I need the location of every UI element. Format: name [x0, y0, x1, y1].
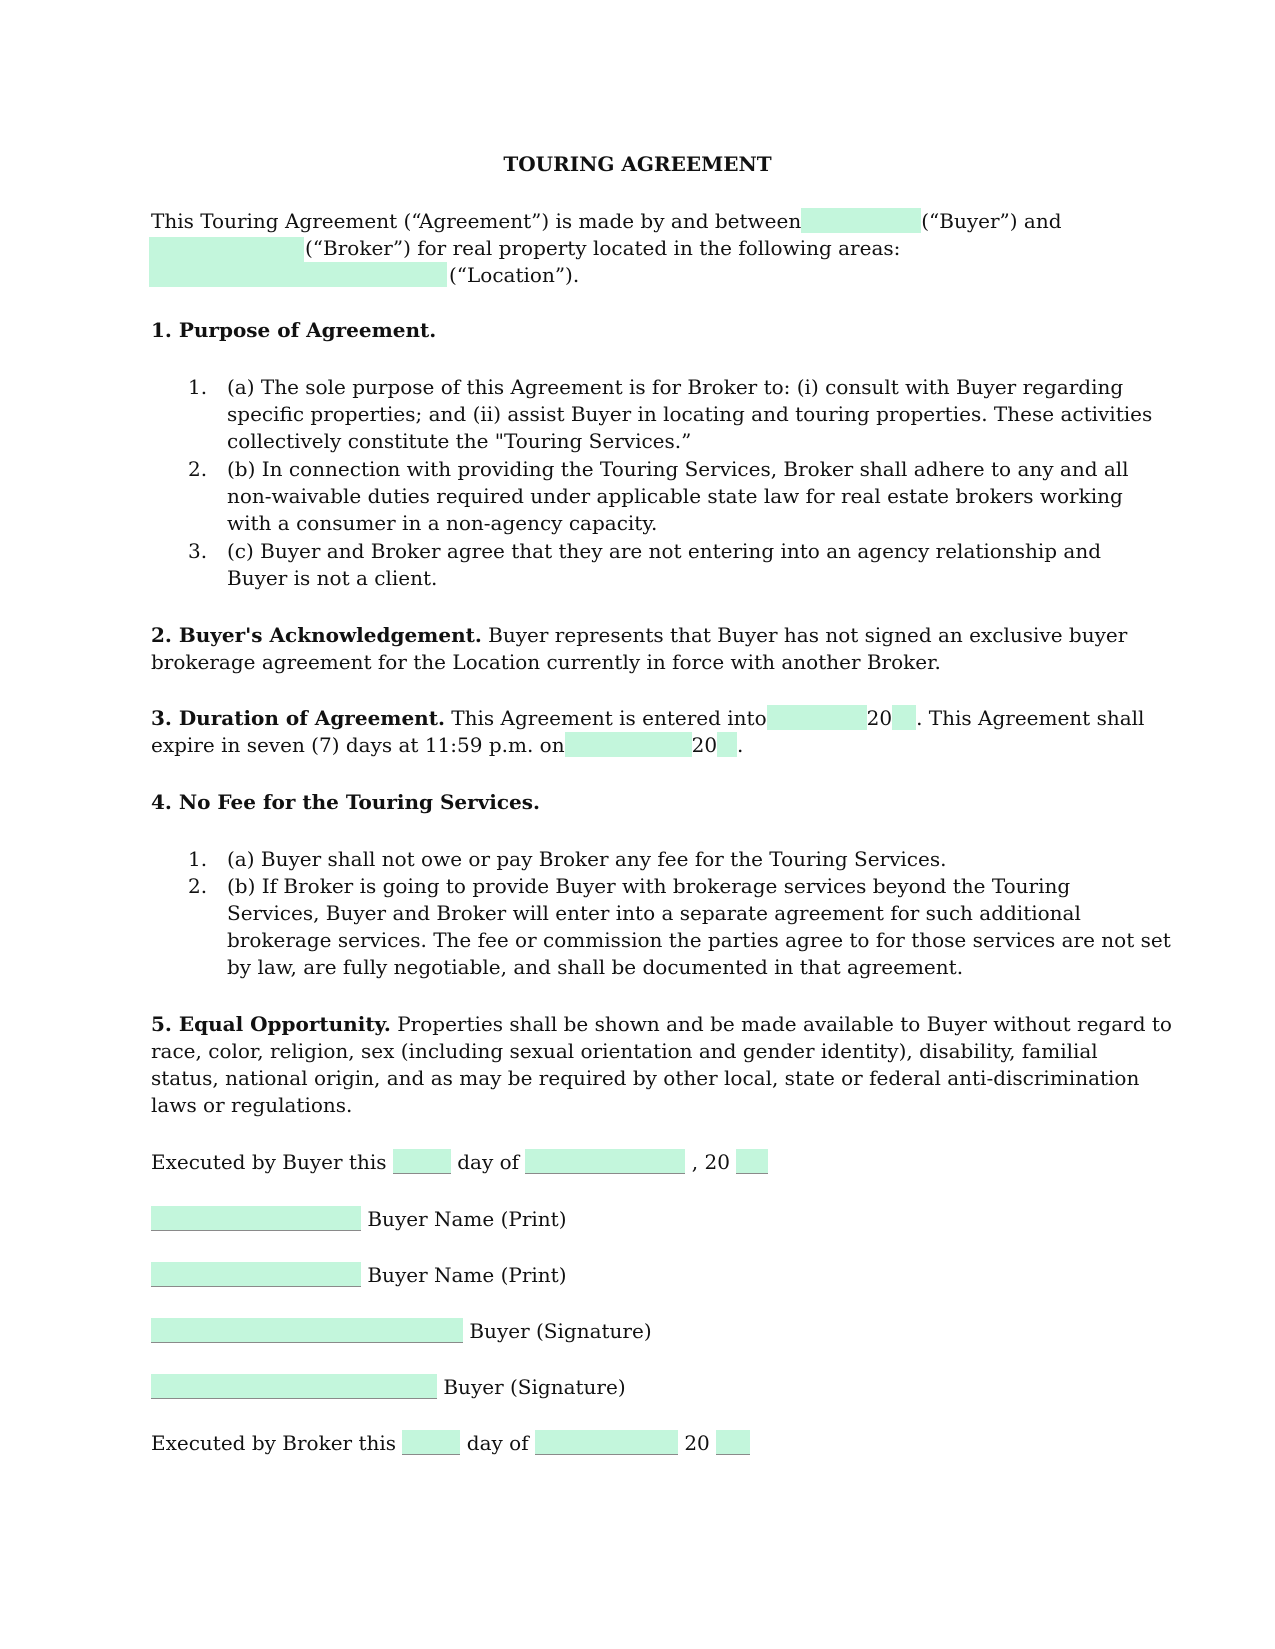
- section-2-line-2: brokerage agreement for the Location currently in force with another Broker.: [151, 650, 941, 674]
- list-item-text: Services, Buyer and Broker will enter into a separate agreement for such additional: [227, 901, 1081, 925]
- list-item-text: by law, are fully negotiable, and shall be documented in that agreement.: [227, 955, 964, 979]
- executed-by-buyer-line: [151, 1149, 768, 1176]
- year-prefix: 20: [866, 706, 893, 730]
- section-3-text-end: . This Agreement shall: [916, 706, 1145, 730]
- section-2-line-1: [151, 622, 1127, 649]
- buyer-signature-line-2: [151, 1374, 626, 1401]
- list-item-number: 1.: [188, 375, 208, 399]
- year-text: 20: [684, 1431, 710, 1455]
- section-5-line-4: laws or regulations.: [151, 1093, 353, 1117]
- buyer-signature-label-1: Buyer (Signature): [469, 1319, 652, 1343]
- buyer-name-print-line-1: [151, 1206, 567, 1233]
- list-item-text: specific properties; and (ii) assist Buyer in locating and touring properties. These activities: [227, 402, 1153, 426]
- list-item-text: non-waivable duties required under applicable state law for real estate brokers working: [227, 484, 1123, 508]
- list-item-text: (a) The sole purpose of this Agreement is for Broker to: (i) consult with Buyer regarding: [227, 375, 1124, 399]
- start-year-field[interactable]: [892, 705, 916, 730]
- section-4-heading: 4. No Fee for the Touring Services.: [151, 790, 540, 814]
- section-5-text: Properties shall be shown and be made available to Buyer without regard to: [390, 1012, 1172, 1036]
- buyer-name-print-line-2: [151, 1262, 567, 1289]
- executed-by-buyer-text: Executed by Buyer this: [151, 1150, 387, 1174]
- buyer-month-field[interactable]: [525, 1149, 685, 1174]
- list-item-text: (a) Buyer shall not owe or pay Broker any fee for the Touring Services.: [227, 847, 947, 871]
- list-item-number: 1.: [188, 847, 208, 871]
- section-2-text: Buyer represents that Buyer has not signed an exclusive buyer: [481, 623, 1128, 647]
- broker-day-field[interactable]: [402, 1430, 460, 1455]
- section-3-heading: 3. Duration of Agreement.: [151, 706, 445, 730]
- buyer-day-field[interactable]: [393, 1149, 451, 1174]
- year-prefix: 20: [691, 733, 718, 757]
- list-item-text: (c) Buyer and Broker agree that they are not entering into an agency relationship and: [227, 539, 1102, 563]
- list-item-number: 2.: [188, 874, 208, 898]
- broker-year-field[interactable]: [716, 1430, 750, 1455]
- document-title: TOURING AGREEMENT: [503, 152, 772, 176]
- buyer-name-print-field-1[interactable]: [151, 1206, 361, 1231]
- buyer-signature-label-2: Buyer (Signature): [443, 1375, 626, 1399]
- intro-line-1: [151, 208, 1062, 235]
- buyer-signature-field-2[interactable]: [151, 1374, 437, 1399]
- list-item-text: (b) If Broker is going to provide Buyer with brokerage services beyond the Touring: [227, 874, 1071, 898]
- broker-month-field[interactable]: [535, 1430, 678, 1455]
- executed-by-broker-text: Executed by Broker this: [151, 1431, 397, 1455]
- list-item-number: 3.: [188, 539, 208, 563]
- section-5-line-3: status, national origin, and as may be required by other local, state or federal anti-discrimination: [151, 1066, 1140, 1090]
- section-2-heading: 2. Buyer's Acknowledgement.: [151, 623, 482, 647]
- location-field[interactable]: [149, 262, 447, 287]
- expire-year-field[interactable]: [717, 732, 737, 757]
- section-3-line-1: [151, 705, 1144, 732]
- intro-text: This Touring Agreement (“Agreement”) is made by and between: [151, 209, 802, 233]
- intro-line-3: (“Location”).: [449, 263, 580, 287]
- list-item-text: (b) In connection with providing the Touring Services, Broker shall adhere to any and all: [227, 457, 1129, 481]
- intro-line-2: (“Broker”) for real property located in the following areas:: [305, 236, 901, 260]
- section-5-line-2: race, color, religion, sex (including sexual orientation and gender identity), disability, familial: [151, 1039, 1098, 1063]
- section-5-line-1: [151, 1011, 1172, 1038]
- section-3-text: This Agreement is entered into: [444, 706, 767, 730]
- buyer-signature-field-1[interactable]: [151, 1318, 463, 1343]
- expire-date-field[interactable]: [565, 732, 692, 757]
- buyer-signature-line-1: [151, 1318, 652, 1345]
- buyer-name-field[interactable]: [801, 208, 921, 233]
- section-1-heading: 1. Purpose of Agreement.: [151, 318, 437, 342]
- day-of-text: day of: [457, 1150, 520, 1174]
- day-of-text: day of: [466, 1431, 529, 1455]
- list-item-text: collectively constitute the "Touring Services.”: [227, 429, 692, 453]
- buyer-name-print-label-1: Buyer Name (Print): [367, 1207, 567, 1231]
- list-item-text: Buyer is not a client.: [227, 566, 438, 590]
- buyer-label: (“Buyer”) and: [921, 209, 1062, 233]
- executed-by-broker-line: [151, 1430, 750, 1457]
- year-text: , 20: [691, 1150, 730, 1174]
- expire-text: expire in seven (7) days at 11:59 p.m. on: [151, 733, 565, 757]
- section-5-heading: 5. Equal Opportunity.: [151, 1012, 391, 1036]
- buyer-name-print-field-2[interactable]: [151, 1262, 361, 1287]
- list-item-number: 2.: [188, 457, 208, 481]
- list-item-text: brokerage services. The fee or commission the parties agree to for those services are not set: [227, 928, 1171, 952]
- buyer-year-field[interactable]: [736, 1149, 768, 1174]
- section-3-line-2: [151, 732, 743, 759]
- period: .: [737, 733, 744, 757]
- buyer-name-print-label-2: Buyer Name (Print): [367, 1263, 567, 1287]
- broker-name-field[interactable]: [149, 237, 304, 262]
- list-item-text: with a consumer in a non-agency capacity.: [227, 511, 658, 535]
- start-date-field[interactable]: [767, 705, 867, 730]
